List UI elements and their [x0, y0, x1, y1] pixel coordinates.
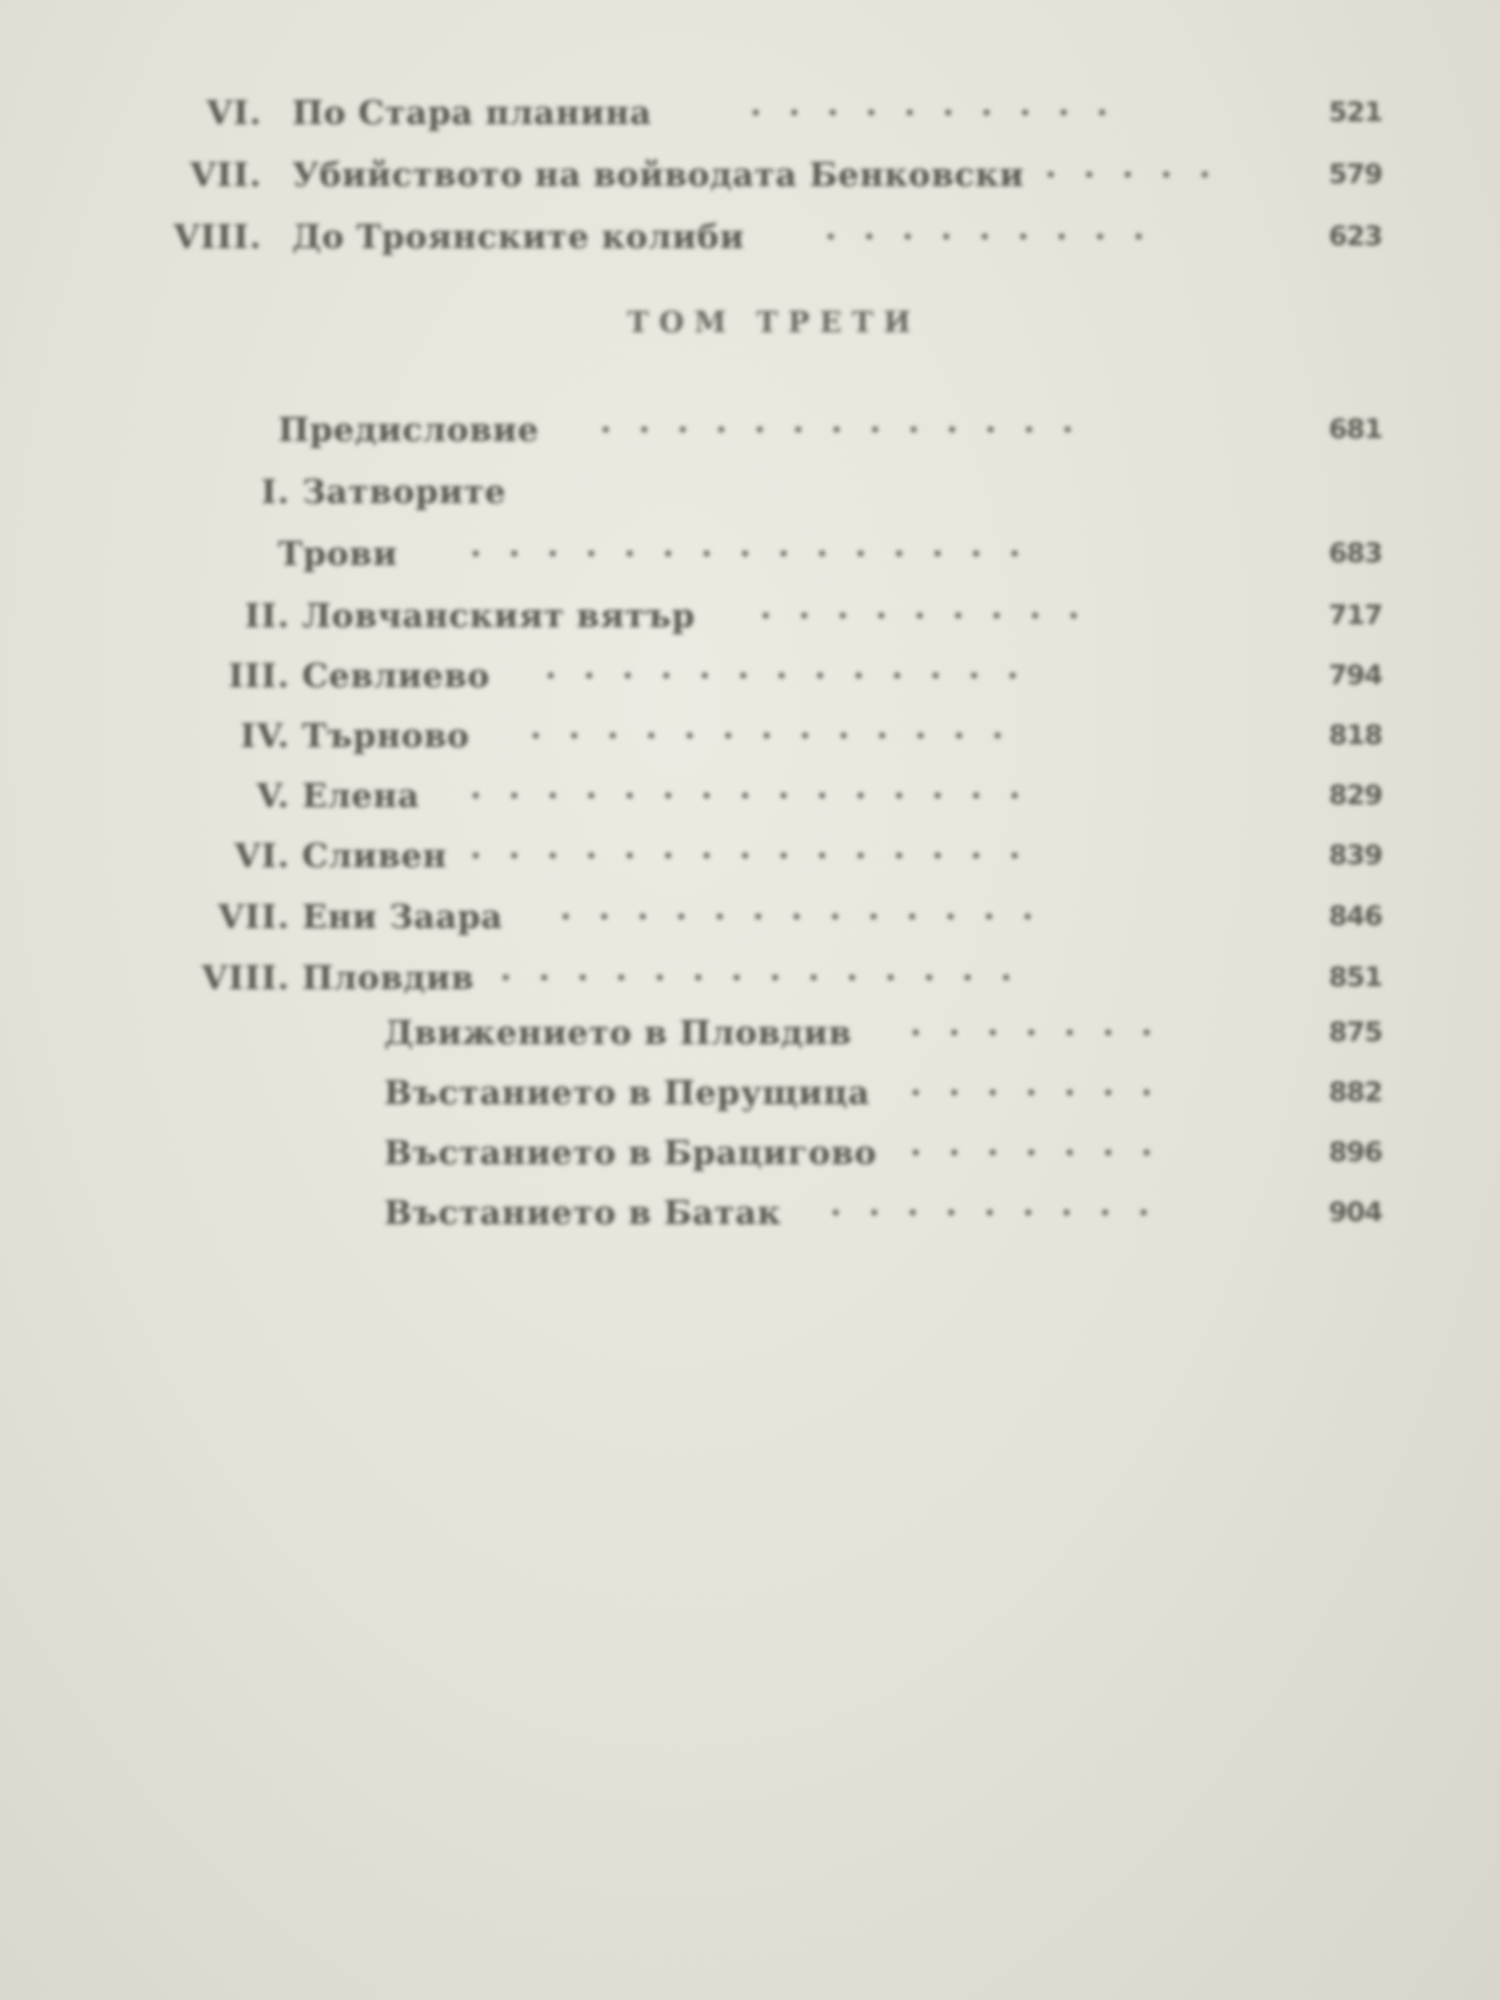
- toc-entry: [0, 88, 1500, 138]
- toc-entry: [0, 212, 1500, 262]
- chapter-number: VIII.: [201, 958, 290, 997]
- page-number: 623: [1328, 221, 1382, 252]
- page-number: 829: [1328, 780, 1382, 811]
- volume-heading: ТОМ ТРЕТИ: [627, 305, 921, 339]
- chapter-title: Затворите: [302, 472, 507, 511]
- dot-leader: ·············: [560, 897, 1061, 936]
- section-title: Въстанието в Брацигово: [384, 1133, 877, 1172]
- chapter-title: Търново: [302, 716, 470, 755]
- chapter-title: Убийството на войводата Бенковски: [292, 155, 1025, 194]
- chapter-number: VI.: [234, 836, 290, 875]
- chapter-title: Ени Заара: [302, 897, 503, 936]
- section-title: Въстанието в Перущица: [384, 1073, 870, 1112]
- page-number: 904: [1328, 1197, 1382, 1228]
- toc-entry: [0, 771, 1500, 821]
- page-number: 839: [1328, 840, 1382, 871]
- chapter-number: V.: [256, 776, 290, 815]
- page-number: 683: [1328, 538, 1382, 569]
- chapter-title: До Троянските колиби: [292, 217, 745, 256]
- section-title: Движението в Пловдив: [384, 1013, 852, 1052]
- page-number: 818: [1328, 720, 1382, 751]
- toc-entry: [0, 953, 1500, 1003]
- page-number: 717: [1328, 600, 1382, 631]
- dot-leader: ·········: [830, 1193, 1177, 1232]
- dot-leader: ···············: [470, 836, 1048, 875]
- chapter-number: VII.: [218, 897, 290, 936]
- toc-entry: [0, 831, 1500, 881]
- dot-leader: ··············: [500, 958, 1039, 997]
- dot-leader: ·······: [910, 1013, 1180, 1052]
- section-title: Въстанието в Батак: [384, 1193, 782, 1232]
- page-number: 521: [1328, 97, 1382, 128]
- dot-leader: ···············: [470, 534, 1048, 573]
- page-number: 875: [1328, 1017, 1382, 1048]
- toc-subentry: [0, 1008, 1500, 1058]
- chapter-title: Елена: [302, 776, 420, 815]
- page-number: 846: [1328, 901, 1382, 932]
- chapter-number: VI.: [206, 93, 262, 132]
- toc-entry: [0, 150, 1500, 200]
- toc-subentry: [0, 1128, 1500, 1178]
- dot-leader: ··········: [750, 93, 1135, 132]
- toc-entry: [0, 711, 1500, 761]
- dot-leader: ·······: [910, 1073, 1180, 1112]
- chapter-title: Пловдив: [302, 958, 475, 997]
- toc-entry: [0, 591, 1500, 641]
- toc-entry: [0, 892, 1500, 942]
- chapter-title: По Стара планина: [292, 93, 652, 132]
- dot-leader: ·············: [530, 716, 1031, 755]
- chapter-number: IV.: [240, 716, 290, 755]
- toc-entry: [0, 651, 1500, 701]
- chapter-title: Севлиево: [302, 656, 490, 695]
- chapter-title: Трови: [278, 534, 398, 573]
- dot-leader: ·······: [910, 1133, 1180, 1172]
- chapter-number: VIII.: [173, 217, 262, 256]
- dot-leader: ···············: [470, 776, 1048, 815]
- page-number: 681: [1328, 414, 1382, 445]
- chapter-number: III.: [228, 656, 290, 695]
- toc-entry-continuation: [0, 529, 1500, 579]
- page-number: 851: [1328, 962, 1382, 993]
- dot-leader: ·····: [1045, 155, 1238, 194]
- dot-leader: ·············: [600, 410, 1101, 449]
- chapter-number: VII.: [190, 155, 262, 194]
- dot-leader: ·········: [825, 217, 1172, 256]
- chapter-title: Ловчанският вятър: [302, 596, 696, 635]
- page-number: 896: [1328, 1137, 1382, 1168]
- chapter-number: I.: [261, 472, 290, 511]
- page-number: 882: [1328, 1077, 1382, 1108]
- dot-leader: ·············: [545, 656, 1046, 695]
- dot-leader: ·········: [760, 596, 1107, 635]
- toc-subentry: [0, 1188, 1500, 1238]
- toc-subentry: [0, 1068, 1500, 1118]
- page-number: 579: [1328, 159, 1382, 190]
- chapter-title: Предисловие: [278, 410, 539, 449]
- page-number: 794: [1328, 660, 1382, 691]
- chapter-title: Сливен: [302, 836, 448, 875]
- chapter-number: II.: [244, 596, 290, 635]
- toc-entry: [0, 467, 1500, 517]
- toc-entry: [0, 405, 1500, 455]
